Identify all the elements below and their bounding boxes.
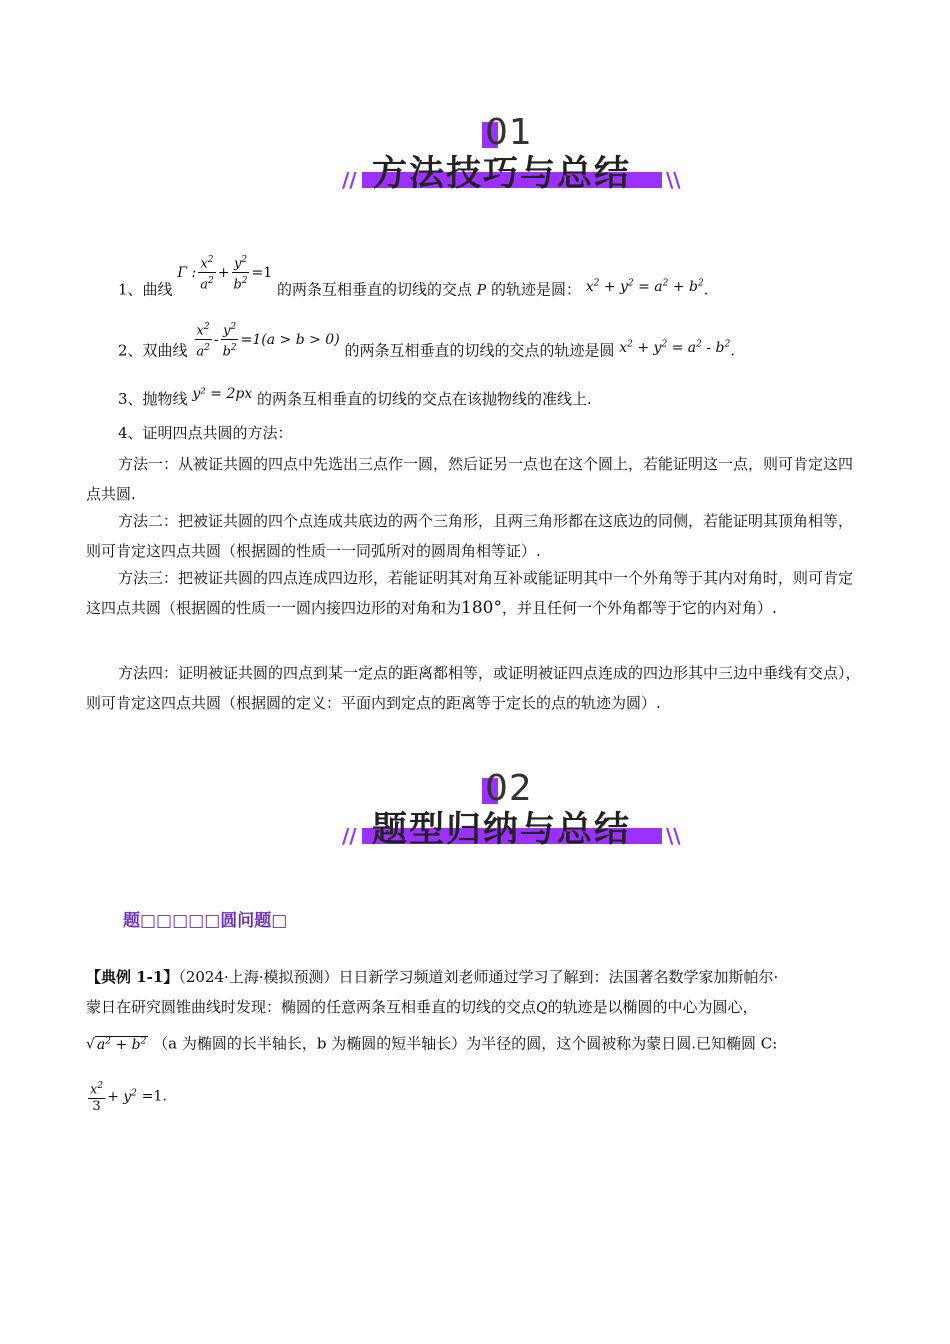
item-1: 1、曲线 Γ : $\frac{x^2}{a^2}$ + $\frac{y^2}{b^2}$ =1 的两条互相垂直的切线的交点 P 的轨迹是圆： $x^2 + y^2 = a^2 + b^2$. [118, 262, 708, 312]
parabola-equation: y² = 2px [192, 386, 253, 402]
item-4: 4、证明四点共圆的方法： [118, 424, 293, 442]
section-title: 方法技巧与总结 [372, 154, 632, 194]
example-line-1: 【典例 1-1】（2024·上海·模拟预测）日日新学习频道刘老师通过学习了解到：法国著名数学家加斯帕尔· [86, 968, 779, 986]
circle-equation-1: $x^2 + y^2 = a^2 + b^2$ [585, 278, 704, 295]
slash-decoration-left: // [342, 824, 357, 848]
sqrt-expression: √ $a^2 + b^2$ [86, 1036, 147, 1053]
circle-equation-2: $x^2 + y^2 = a^2 - b^2$ [619, 339, 731, 356]
topic-subheading: 题□□□□□圆问题□ [123, 911, 288, 931]
fraction-x2-3: $\frac{x^2}{3}$ [88, 1078, 105, 1115]
section-title: 题型归纳与总结 [372, 810, 632, 850]
method-1: 方法一：从被证共圆的四点中先选出三点作一圆，然后证另一点也在这个圆上，若能证明这一点，则可肯定这四点共圆. [86, 455, 854, 503]
gamma-symbol: Γ : [177, 264, 197, 281]
method-3: 方法三：把被证共圆的四点连成四边形，若能证明其对角互补或能证明其中一个外角等于其内对角时，则可肯定这四点共圆（根据圆的性质一一圆内接四边形的对角和为180°，并且任何一个外角都等于它的内对角）. [86, 569, 854, 618]
section-number: 02 [485, 768, 533, 809]
fraction-y2-b2: $\frac{y^2}{b^2}$ [221, 319, 239, 361]
item-3: 3、抛物线 y² = 2px 的两条互相垂直的切线的交点在该抛物线的准线上. [118, 386, 592, 408]
slash-decoration-right: \\ [666, 168, 681, 192]
fraction-x2-a2: $\frac{x^2}{a^2}$ [198, 252, 216, 294]
example-line-3: √ $a^2 + b^2$ （a 为椭圆的长半轴长，b 为椭圆的短半轴长）为半径的圆，这个圆被称为蒙日圆.已知椭圆 C: [86, 1034, 778, 1053]
example-line-4: $\frac{x^2}{3}$ + $y^2 =1$. [86, 1068, 167, 1118]
example-tag: 【典例 1-1】 [86, 968, 179, 986]
section-number: 01 [485, 112, 533, 153]
example-line-2: 蒙日在研究圆锥曲线时发现：椭圆的任意两条互相垂直的切线的交点Q的轨迹是以椭圆的中心为圆心， [86, 998, 758, 1016]
method-4: 方法四：证明被证共圆的四点到某一定点的距离都相等，或证明被证四点连成的四边形其中三边中垂线有交点），则可肯定这四点共圆（根据圆的定义：平面内到定点的距离等于定长的点的轨迹为圆）. [86, 664, 861, 712]
section-banner-2 [340, 768, 690, 858]
method-2: 方法二：把被证共圆的四个点连成共底边的两个三角形，且两三角形都在这底边的同侧，若能证明其顶角相等，则可肯定这四点共圆（根据圆的性质一一同弧所对的圆周角相等证）. [86, 512, 854, 560]
item-2: 2、双曲线 $\frac{x^2}{a^2}$ - $\frac{y^2}{b^2}$ =1(a > b > 0) 的两条互相垂直的切线的交点的轨迹是圆 $x^2 + y^2 = a^2 - b^2$. [118, 318, 735, 378]
slash-decoration-right: \\ [666, 824, 681, 848]
fraction-x2-a2: $\frac{x^2}{a^2}$ [194, 319, 212, 361]
fraction-y2-b2: $\frac{y^2}{b^2}$ [231, 252, 249, 294]
section-banner-1 [340, 112, 690, 202]
slash-decoration-left: // [342, 168, 357, 192]
